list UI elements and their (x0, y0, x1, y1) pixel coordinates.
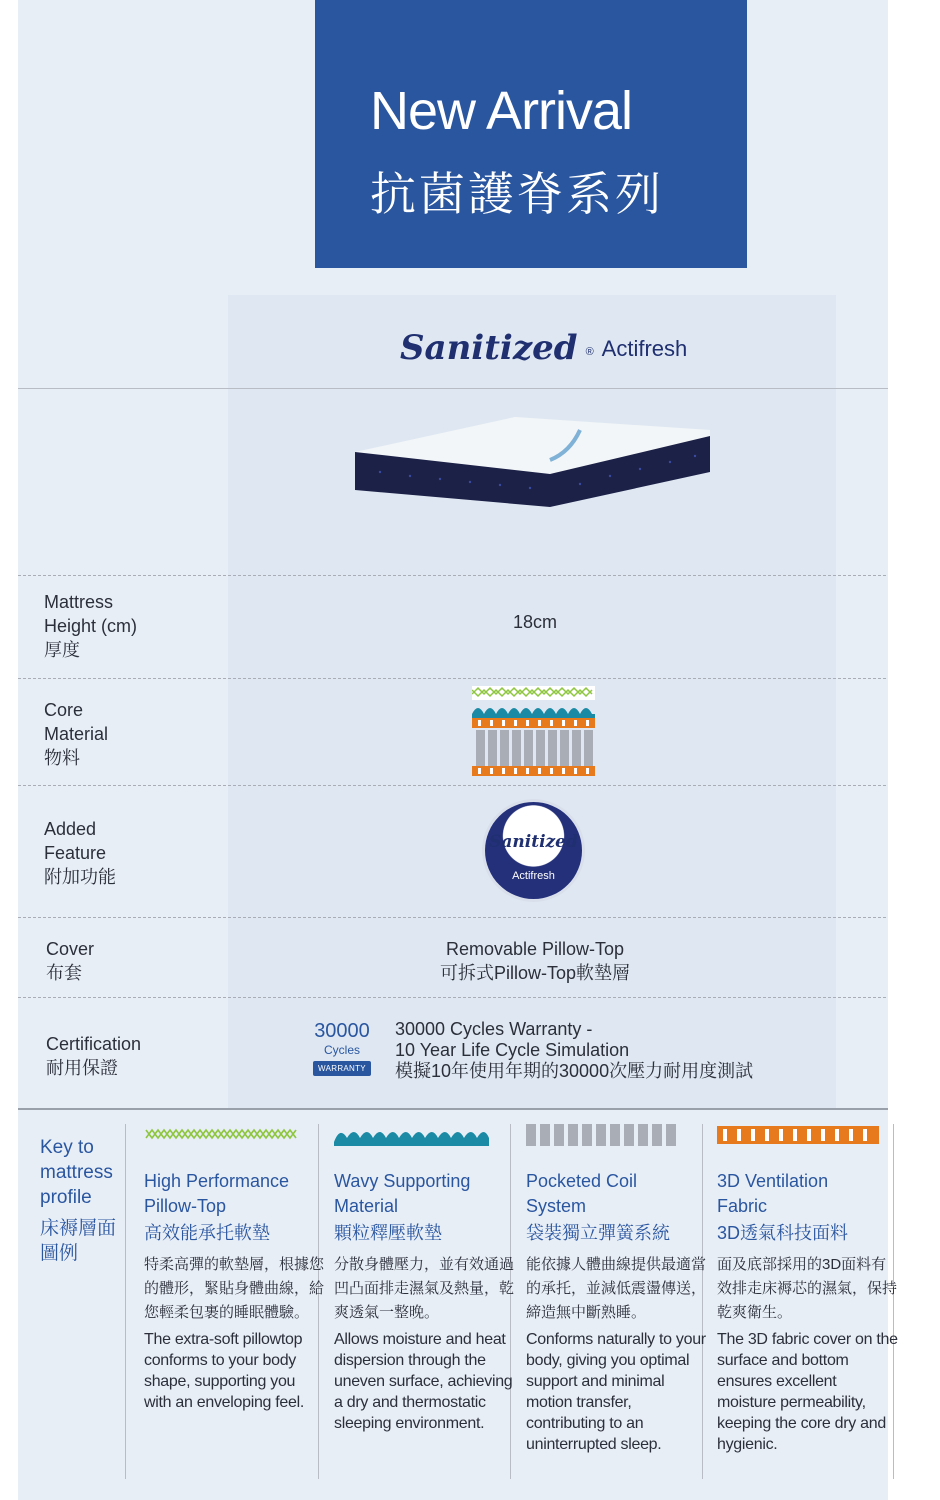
core-label-en-1: Core (44, 700, 84, 720)
wavy-foam-icon (334, 1124, 489, 1146)
layer-title-zh: 3D透氣科技面料 (717, 1223, 849, 1243)
warranty-badge-number: 30000 (314, 1020, 370, 1042)
core-material-icon (472, 686, 595, 778)
added-label-en-1: Added (44, 819, 97, 839)
height-label-en-1: Mattress (44, 592, 114, 612)
height-label-en-2: Height (cm) (44, 616, 138, 636)
key-title-zh-1: 床褥層面 (40, 1218, 117, 1239)
ventilation-fabric-icon (717, 1124, 879, 1146)
header-banner (315, 0, 747, 268)
cert-value-line1: 30000 Cycles Warranty - (395, 1019, 593, 1039)
pocketed-coil-icon (526, 1124, 686, 1146)
warranty-badge-label: WARRANTY (313, 1061, 371, 1076)
warranty-badge (313, 1020, 371, 1076)
divider (18, 678, 888, 679)
pillow-top-icon (144, 1124, 299, 1146)
cert-label (46, 1032, 141, 1080)
layer-title-zh: 高效能承托軟墊 (144, 1223, 270, 1243)
brand-logo (400, 318, 687, 368)
key-title-zh-2: 圖例 (40, 1243, 79, 1264)
layer-desc-en: The 3D fabric cover on the surface and bottom ensures excellent moisture permeability, keeping the core dry and hygienic. (717, 1331, 898, 1453)
divider (18, 997, 888, 998)
divider (18, 575, 888, 576)
height-label (44, 590, 137, 662)
key-title-en-3: profile (40, 1187, 92, 1208)
layer-title-en-1: Pocketed Coil (526, 1171, 638, 1191)
layer-desc-zh: 分散身體壓力，並有效通過凹凸面排走濕氣及熱量，乾爽透氣一整晚。 (334, 1256, 515, 1321)
layer-desc-en: The extra-soft pillowtop conforms to your body shape, supporting you with an enveloping feel. (144, 1331, 305, 1411)
layer-title-zh: 顆粒釋壓軟墊 (334, 1223, 442, 1243)
cover-value-zh: 可拆式Pillow-Top軟墊層 (439, 963, 631, 983)
seal-script: Sanitized (489, 832, 578, 852)
layer-title-en-2: Fabric (717, 1196, 768, 1216)
layer-title-en-2: Material (334, 1196, 399, 1216)
mattress-image (350, 412, 720, 512)
layer-desc-zh: 面及底部採用的3D面料有效排走床褥芯的濕氣，保持乾爽衛生。 (717, 1256, 898, 1321)
layer-desc-en: Allows moisture and heat dispersion through the uneven surface, achieving a dry and thermostatic sleeping environment. (334, 1331, 513, 1432)
layer-title-en-1: Wavy Supporting (334, 1171, 471, 1191)
core-label-en-2: Material (44, 724, 109, 744)
cover-value (400, 937, 670, 985)
cert-value-line2: 10 Year Life Cycle Simulation (395, 1040, 630, 1060)
cover-value-en: Removable Pillow-Top (445, 939, 625, 959)
cert-label-zh: 耐用保證 (46, 1058, 118, 1078)
cert-label-en: Certification (46, 1034, 142, 1054)
key-title-en-1: Key to (40, 1137, 94, 1158)
added-label-zh: 附加功能 (44, 867, 116, 887)
key-title-en-2: mattress (40, 1162, 113, 1183)
cover-label-en: Cover (46, 939, 95, 959)
core-label (44, 698, 108, 770)
layer-desc-en: Conforms naturally to your body, giving you optimal support and minimal motion transfer, contributing to an uninterrupted sleep. (526, 1331, 706, 1453)
header-title-zh: 抗菌護脊系列 (370, 167, 664, 221)
divider (18, 917, 888, 918)
cert-value (395, 1019, 753, 1082)
divider (18, 1108, 888, 1110)
layer-wavy-material (334, 1124, 516, 1434)
layer-pocketed-coil (526, 1124, 708, 1455)
cover-label-zh: 布套 (46, 963, 82, 983)
column-divider (125, 1124, 126, 1479)
layer-title-en-1: High Performance (144, 1171, 290, 1191)
sanitized-seal-icon (485, 802, 582, 899)
seal-name: Actifresh (512, 870, 555, 882)
layer-title-en-2: Pillow-Top (144, 1196, 227, 1216)
cover-label (46, 937, 94, 985)
layer-ventilation-fabric (717, 1124, 899, 1455)
layer-desc-zh: 特柔高彈的軟墊層，根據您的體形，緊貼身體曲線，給您輕柔包裹的睡眠體驗。 (144, 1256, 325, 1321)
core-label-zh: 物料 (44, 748, 80, 768)
layer-title-en-2: System (526, 1196, 587, 1216)
brand-script: Sanitized (400, 328, 578, 368)
added-label (44, 817, 116, 889)
divider (18, 388, 888, 389)
layer-desc-zh: 能依據人體曲線提供最適當的承托，並減低震盪傳送，締造無中斷熟睡。 (526, 1256, 707, 1321)
added-label-en-2: Feature (44, 843, 107, 863)
layer-pillow-top (144, 1124, 326, 1413)
warranty-badge-cycles: Cycles (323, 1043, 360, 1057)
brand-reg: ® (585, 346, 594, 358)
cert-value-zh: 模擬10年使用年期的30000次壓力耐用度測試 (395, 1061, 754, 1081)
header-title-en: New Arrival (370, 81, 633, 141)
layer-title-zh: 袋裝獨立彈簧系統 (526, 1223, 670, 1243)
key-title (40, 1135, 116, 1266)
height-value: 18cm (512, 612, 557, 632)
layer-title-en-1: 3D Ventilation (717, 1171, 829, 1191)
brand-name: Actifresh (601, 336, 688, 361)
divider (18, 785, 888, 786)
height-label-zh: 厚度 (44, 640, 80, 660)
